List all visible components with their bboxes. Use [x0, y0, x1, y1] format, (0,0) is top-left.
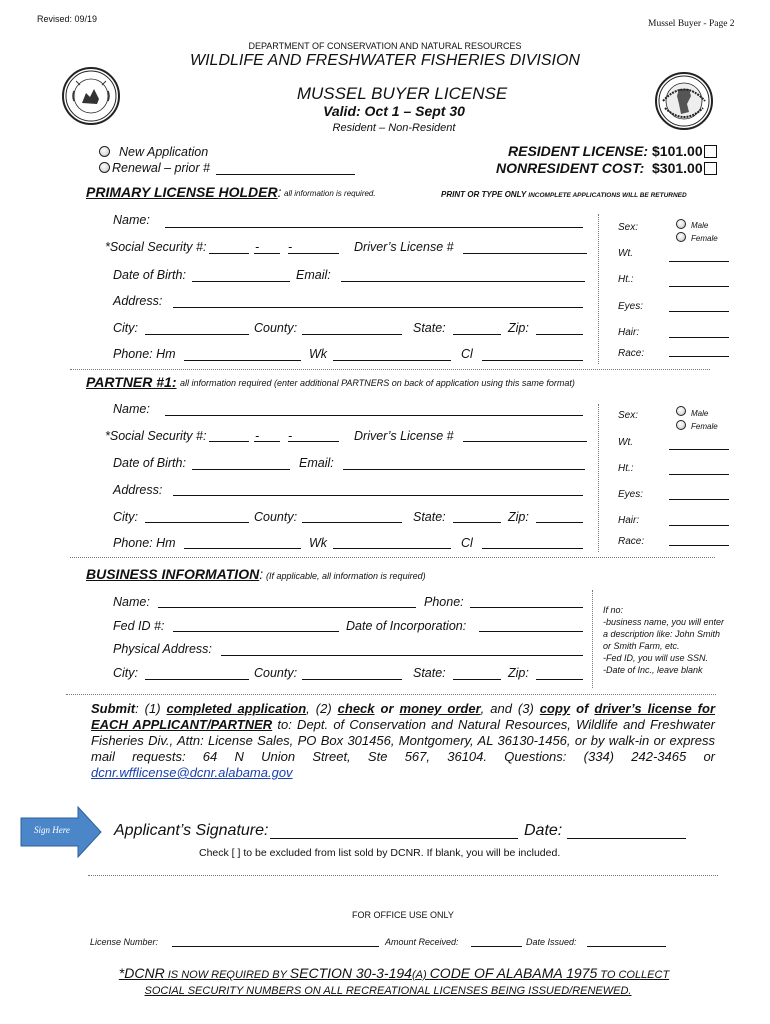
date-issued-field[interactable] — [587, 946, 666, 947]
primary-email-label: Email: — [296, 268, 331, 282]
partner-phone-wk-field[interactable] — [333, 548, 451, 549]
submit-check: check — [337, 701, 375, 716]
revised-date: Revised: 09/19 — [37, 14, 98, 24]
partner-male-radio[interactable] — [676, 406, 686, 416]
residency-types: Resident – Non-Resident — [332, 122, 456, 134]
submit-or: or — [374, 701, 400, 716]
submit-completed-application: completed application — [166, 701, 307, 716]
partner-ssn-dash2: - — [288, 429, 293, 443]
footer-required-by: IS NOW REQUIRED BY — [164, 969, 290, 981]
submit-t2: : (1) — [135, 701, 167, 716]
primary-address-label: Address: — [113, 294, 163, 308]
partner-eyes-label: Eyes: — [618, 489, 644, 500]
partner-city-label: City: — [113, 510, 138, 524]
submit-word: Submit — [91, 701, 136, 716]
primary-name-label: Name: — [113, 213, 150, 227]
primary-ssn-part1[interactable] — [209, 253, 249, 254]
primary-city-field[interactable] — [145, 334, 249, 335]
submit-money-order: money order — [399, 701, 481, 716]
primary-phone-wk-label: Wk — [309, 347, 328, 361]
partner-phone-cl-field[interactable] — [482, 548, 583, 549]
primary-holder-colon: : — [277, 184, 282, 200]
print-note — [441, 190, 687, 199]
partner-ssn-part3[interactable] — [288, 441, 339, 442]
primary-county-field[interactable] — [302, 334, 402, 335]
partner-ssn-part2[interactable] — [254, 441, 280, 442]
partner-address-field[interactable] — [173, 495, 583, 496]
physical-address-field[interactable] — [221, 655, 583, 656]
amount-received-field[interactable] — [471, 946, 522, 947]
partner-email-label: Email: — [299, 456, 334, 470]
business-phone-field[interactable] — [470, 607, 583, 608]
partner-phone-hm-field[interactable] — [184, 548, 301, 549]
ssn-law-notice-line2: SOCIAL SECURITY NUMBERS ON ALL RECREATIONAL LICENSES BEING ISSUED/RENEWED. — [144, 985, 632, 997]
partner-dl-field[interactable] — [463, 441, 587, 442]
business-zip-label: Zip: — [508, 666, 529, 680]
page-label: Mussel Buyer - Page 2 — [648, 19, 735, 29]
submit-copy: copy — [539, 701, 571, 716]
partner-phone-cl-label: Cl — [461, 536, 473, 550]
business-hint-3: or Smith Farm, etc. — [603, 641, 680, 651]
partner-hair-field[interactable] — [669, 525, 729, 526]
partner-county-field[interactable] — [302, 522, 402, 523]
footer-subsection: (A) — [411, 969, 430, 981]
submit-drivers-license: driver’s license for EACH APPLICANT/PARTNER — [91, 701, 715, 732]
partner-dl-label: Driver’s License # — [354, 429, 454, 443]
business-county-field[interactable] — [302, 679, 402, 680]
primary-phone-hm-label: Phone: Hm — [113, 347, 176, 361]
primary-dl-field[interactable] — [463, 253, 587, 254]
primary-female-label: Female — [691, 234, 718, 243]
fed-id-field[interactable] — [173, 631, 339, 632]
partner-ssn-part1[interactable] — [209, 441, 249, 442]
business-name-label: Name: — [113, 595, 150, 609]
partner-zip-label: Zip: — [508, 510, 529, 524]
partner-phone-hm-label: Phone: Hm — [113, 536, 176, 550]
separator-3 — [66, 694, 716, 695]
separator-1 — [70, 369, 710, 370]
primary-eyes-field[interactable] — [669, 311, 729, 312]
applicant-signature-field[interactable] — [270, 838, 518, 839]
business-hint-2: a description like: John Smith — [603, 629, 721, 639]
primary-male-label: Male — [691, 221, 709, 230]
primary-zip-label: Zip: — [508, 321, 529, 335]
partner-sex-label: Sex: — [618, 410, 639, 421]
division-name: WILDLIFE AND FRESHWATER FISHERIES DIVISION — [190, 52, 580, 69]
signature-date-field[interactable] — [567, 838, 686, 839]
partner-name-label: Name: — [113, 402, 150, 416]
submit-address: to: Dept. of Conservation and Natural Resources, Wildlife and Freshwater Fisheries Div., Attn: License Sales, PO Box 301456, Montgomery, AL 36130-1456, or by walk-in or express mail requests: 64 N Union Street, Ste 567, 36104. Questions: (334) 242-3465 or — [91, 717, 716, 764]
license-email-link[interactable]: dcnr.wfflicense@dcnr.alabama.gov — [91, 765, 293, 780]
primary-dob-field[interactable] — [192, 281, 290, 282]
primary-weight-label: Wt. — [618, 248, 633, 259]
business-zip-field[interactable] — [536, 679, 583, 680]
footer-dcnr: *DCNR — [118, 965, 165, 981]
partner-email-field[interactable] — [343, 469, 585, 470]
partner-height-field[interactable] — [669, 474, 729, 475]
business-city-field[interactable] — [145, 679, 249, 680]
resident-license-price: $101.00 — [652, 143, 703, 159]
primary-dob-label: Date of Birth: — [113, 268, 186, 282]
business-hint-if-no: If no: — [603, 605, 624, 615]
primary-holder-title: PRIMARY LICENSE HOLDER — [86, 184, 278, 200]
nonresident-cost-checkbox[interactable] — [704, 162, 717, 175]
partner-heading: PARTNER #1: — [86, 374, 177, 390]
business-state-label: State: — [413, 666, 446, 680]
date-issued-label: Date Issued: — [526, 937, 577, 947]
license-number-field[interactable] — [172, 946, 379, 947]
primary-sex-label: Sex: — [618, 222, 639, 233]
partner-height-label: Ht.: — [618, 463, 634, 474]
partner-phone-wk-label: Wk — [309, 536, 328, 550]
primary-female-radio[interactable] — [676, 232, 686, 242]
partner-city-field[interactable] — [145, 522, 249, 523]
partner-dob-label: Date of Birth: — [113, 456, 186, 470]
primary-dl-label: Driver’s License # — [354, 240, 454, 254]
business-heading — [86, 566, 263, 582]
incorporation-date-field[interactable] — [479, 631, 583, 632]
primary-male-radio[interactable] — [676, 219, 686, 229]
primary-phone-wk-field[interactable] — [333, 360, 451, 361]
partner-name-field[interactable] — [165, 415, 583, 416]
primary-city-label: City: — [113, 321, 138, 335]
partner-ssn-dash1: - — [255, 429, 260, 443]
partner-state-field[interactable] — [453, 522, 501, 523]
primary-county-label: County: — [254, 321, 298, 335]
business-phone-label: Phone: — [424, 595, 464, 609]
submit-of: of — [570, 701, 595, 716]
business-hint-1: -business name, you will enter — [603, 617, 725, 627]
primary-ssn-dash2: - — [288, 240, 293, 254]
primary-eyes-label: Eyes: — [618, 301, 644, 312]
footer-code: CODE OF ALABAMA 1975 — [429, 965, 598, 981]
primary-name-field[interactable] — [165, 227, 583, 228]
partner-ssn-label: *Social Security #: — [105, 429, 207, 443]
partner-state-label: State: — [413, 510, 446, 524]
business-colon: : — [259, 566, 264, 582]
fed-id-label: Fed ID #: — [113, 619, 165, 633]
primary-weight-field[interactable] — [669, 261, 729, 262]
resident-license-checkbox[interactable] — [704, 145, 717, 158]
primary-ssn-part2[interactable] — [254, 253, 280, 254]
partner-hair-label: Hair: — [618, 515, 640, 526]
renewal-radio[interactable] — [99, 162, 110, 173]
valid-period: Valid: Oct 1 – Sept 30 — [323, 103, 465, 119]
submit-instructions — [91, 701, 715, 781]
amount-received-label: Amount Received: — [385, 937, 459, 947]
license-number-label: License Number: — [90, 937, 159, 947]
partner-race-label: Race: — [618, 536, 645, 547]
primary-height-label: Ht.: — [618, 274, 634, 285]
sign-here-label: Sign Here — [34, 825, 70, 835]
separator-2 — [70, 557, 715, 558]
partner-dob-field[interactable] — [192, 469, 290, 470]
applicant-signature-label: Applicant’s Signature: — [114, 822, 269, 839]
business-title: BUSINESS INFORMATION — [86, 566, 260, 582]
incomplete-returned: INCOMPLETE APPLICATIONS WILL BE RETURNED — [528, 192, 687, 199]
business-hint-4: -Fed ID, you will use SSN. — [603, 653, 709, 663]
partner-female-label: Female — [691, 422, 718, 431]
primary-phone-cl-field[interactable] — [482, 360, 583, 361]
primary-hair-label: Hair: — [618, 327, 640, 338]
primary-holder-note: all information is required. — [284, 189, 376, 198]
partner-weight-field[interactable] — [669, 449, 729, 450]
submit-t4: , (2) — [306, 701, 338, 716]
footer-to-collect: TO COLLECT — [597, 969, 670, 981]
signature-date-label: Date: — [524, 822, 563, 839]
primary-race-field[interactable] — [669, 356, 729, 357]
office-use-heading: FOR OFFICE USE ONLY — [352, 910, 454, 920]
primary-zip-field[interactable] — [536, 334, 583, 335]
primary-ssn-dash1: - — [255, 240, 260, 254]
business-name-field[interactable] — [158, 607, 416, 608]
partner-female-radio[interactable] — [676, 420, 686, 430]
ssn-law-notice-line1 — [0, 965, 770, 981]
renewal-label: Renewal – prior # — [112, 161, 210, 175]
physical-address-label: Physical Address: — [113, 642, 212, 656]
primary-ssn-part3[interactable] — [288, 253, 339, 254]
business-divider — [592, 590, 593, 688]
exclusion-check-note: Check [ ] to be excluded from list sold by DCNR. If blank, you will be included. — [199, 847, 561, 859]
nonresident-cost-label: NONRESIDENT COST: — [496, 160, 645, 176]
primary-height-field[interactable] — [669, 286, 729, 287]
business-state-field[interactable] — [453, 679, 501, 680]
partner-county-label: County: — [254, 510, 298, 524]
partner-note: all information required (enter additional PARTNERS on back of application using this same format) — [180, 378, 575, 388]
primary-phone-hm-field[interactable] — [184, 360, 301, 361]
nonresident-cost-price: $301.00 — [652, 160, 703, 176]
primary-email-field[interactable] — [341, 281, 585, 282]
submit-t8: , and (3) — [480, 701, 540, 716]
primary-phone-cl-label: Cl — [461, 347, 473, 361]
new-application-radio[interactable] — [99, 146, 110, 157]
great-seal-of-alabama — [655, 72, 713, 130]
print-type-only: PRINT OR TYPE ONLY — [441, 190, 527, 199]
department-name: DEPARTMENT OF CONSERVATION AND NATURAL RESOURCES — [248, 41, 522, 51]
partner-address-label: Address: — [113, 483, 163, 497]
partner-race-field[interactable] — [669, 545, 729, 546]
primary-race-label: Race: — [618, 348, 645, 359]
resident-license-label: RESIDENT LICENSE: — [508, 143, 649, 159]
primary-ssn-label: *Social Security #: — [105, 240, 207, 254]
primary-state-field[interactable] — [453, 334, 501, 335]
primary-hair-field[interactable] — [669, 337, 729, 338]
prior-license-number-field[interactable] — [216, 174, 355, 175]
incorporation-date-label: Date of Incorporation: — [346, 619, 467, 633]
business-note: (If applicable, all information is required) — [266, 571, 426, 581]
business-hint-5: -Date of Inc., leave blank — [603, 665, 703, 675]
new-application-label: New Application — [119, 145, 209, 159]
separator-4 — [88, 875, 718, 876]
business-county-label: County: — [254, 666, 298, 680]
primary-state-label: State: — [413, 321, 446, 335]
wildlife-division-seal — [62, 67, 120, 125]
license-title: MUSSEL BUYER LICENSE — [296, 84, 508, 103]
partner-male-label: Male — [691, 409, 709, 418]
business-city-label: City: — [113, 666, 138, 680]
primary-address-field[interactable] — [173, 307, 583, 308]
primary-holder-heading — [86, 184, 282, 200]
primary-divider — [598, 214, 599, 364]
partner-weight-label: Wt. — [618, 437, 633, 448]
partner-zip-field[interactable] — [536, 522, 583, 523]
partner-divider — [598, 404, 599, 552]
footer-section: SECTION 30-3-194 — [289, 965, 412, 981]
partner-eyes-field[interactable] — [669, 499, 729, 500]
